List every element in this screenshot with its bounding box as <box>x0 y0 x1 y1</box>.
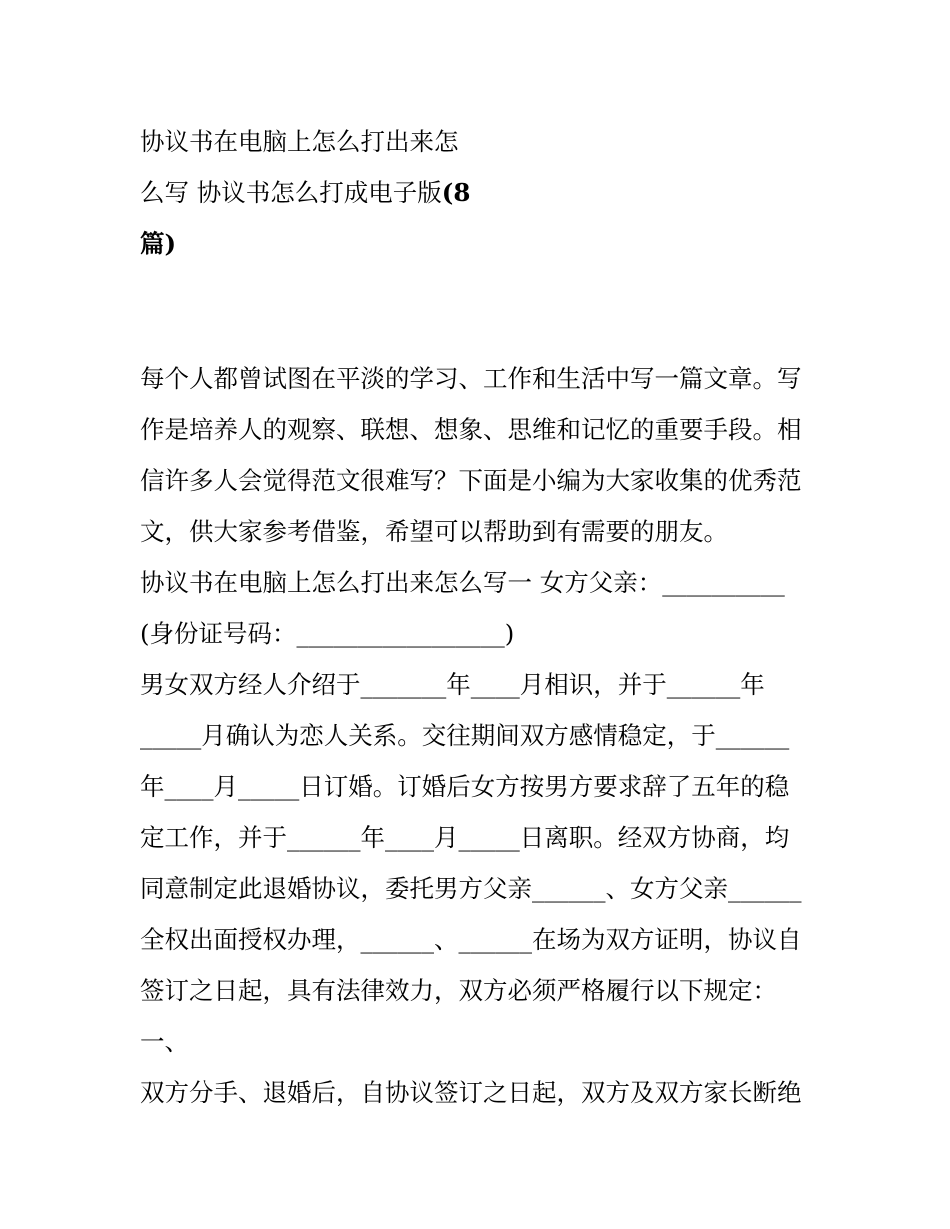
body-line: _____月确认为恋人关系。交往期间双方感情稳定，于______ <box>140 721 790 750</box>
body-line: 签订之日起，具有法律效力，双方必须严格履行以下规定： <box>140 976 777 1005</box>
title-line-2-suffix: (8 <box>441 178 471 207</box>
body-line: 年____月_____日订婚。订婚后女方按男方要求辞了五年的稳 <box>140 772 790 801</box>
body-line: 作是培养人的观察、联想、想象、思维和记忆的重要手段。相 <box>140 415 802 444</box>
title-line-1: 协议书在电脑上怎么打出来怎 <box>140 127 459 156</box>
body-line: 双方分手、退婚后，自协议签订之日起，双方及双方家长断绝 <box>140 1078 802 1107</box>
body-line: 文，供大家参考借鉴，希望可以帮助到有需要的朋友。 <box>140 517 728 546</box>
title-line-3: 篇) <box>140 229 177 258</box>
body-line: 每个人都曾试图在平淡的学习、工作和生活中写一篇文章。写 <box>140 364 802 393</box>
title-line-2-text: 么写 协议书怎么打成电子版 <box>140 178 442 207</box>
body-line: 全权出面授权办理，______、______在场为双方证明，协议自 <box>140 925 802 954</box>
body-line: 男女双方经人介绍于_______年____月相识，并于______年 <box>140 670 765 699</box>
body-line: 同意制定此退婚协议，委托男方父亲______、女方父亲______ <box>140 874 802 903</box>
body-line: 信许多人会觉得范文很难写？下面是小编为大家收集的优秀范 <box>140 466 802 495</box>
title-line-2 <box>140 167 820 218</box>
document-title <box>140 116 820 269</box>
document-body <box>140 353 830 1118</box>
body-line: (身份证号码：_________________) <box>140 619 515 648</box>
body-line: 定工作，并于______年____月_____日离职。经双方协商，均 <box>140 823 790 852</box>
body-line: 协议书在电脑上怎么打出来怎么写一 女方父亲：__________ <box>140 568 785 597</box>
body-line: 一、 <box>140 1027 189 1056</box>
